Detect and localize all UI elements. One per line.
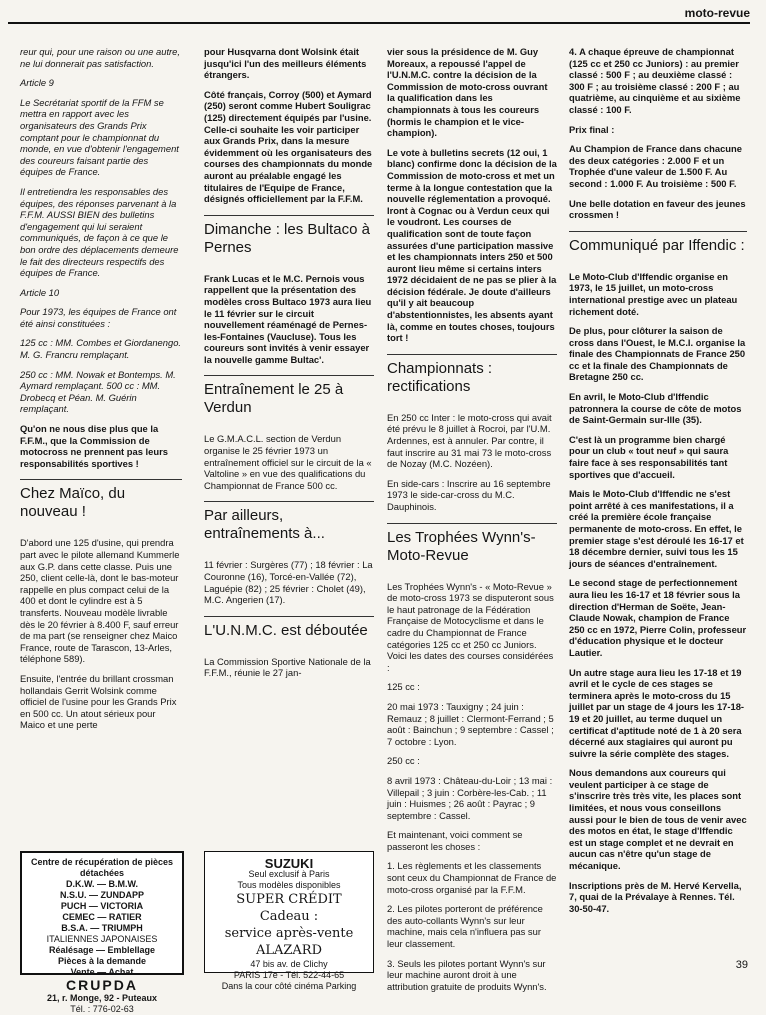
paragraph: Nous demandons aux coureurs qui veulent participer à ce stage de s'inscrire très très vite, les places sont limitées, et nous vous conseillons aussi pour le bien de tous de venir avec des motos en état, le stage d'Iffendic est un stage complet et ne devrait en aucun cas n'être qu'un stage de mécanique. <box>569 767 747 872</box>
heading-wynns: Les Trophées Wynn's-Moto-Revue <box>387 523 557 565</box>
paragraph: Et maintenant, voici comment se passeront les choses : <box>387 829 523 852</box>
paragraph: Le G.M.A.C.L. section de Verdun organise le 25 février 1973 un entraînement officiel sur le circuit de la « Valtoline » en vue des qualifications du Championnat de France 500 cc. <box>204 433 372 491</box>
paragraph: 1. Les règlements et les classements sont ceux du Championnat de France de moto-cross organisé par la F.F.M. <box>387 860 557 895</box>
paragraph: Une belle dotation en faveur des jeunes crossmen ! <box>569 197 746 221</box>
paragraph: 20 mai 1973 : Tauxigny ; 24 juin : Remauz ; 8 juillet : Clermont-Ferrand ; 5 août : Bainchun ; 9 septembre : Cassel ; 7 octobre : Lyon. <box>387 700 554 747</box>
paragraph: Le Secrétariat sportif de la FFM se mettra en rapport avec les organisateurs des Grands Prix comptant pour le championnat du monde, en vue d'obtenir l'engagement des coureurs faisant partie des équipes de France. <box>20 96 179 178</box>
ad-credit: SUPER CRÉDIT <box>236 892 342 907</box>
ad-brand-line: PUCH — VICTORIA <box>60 901 144 911</box>
heading-championnats: Championnats : rectifications <box>387 354 557 396</box>
paragraph: Un autre stage aura lieu les 17-18 et 19 avril et le cycle de ces stages se terminera après le moto-cross du 15 juillet par un stage de 4 jours les 17-18-19 et 20 juillet, au terme duquel un certificat d'aptitude noté de 1 à 20 sera décerné aux stagiaires qui auront pu suivre la série complète des stages. <box>569 666 745 759</box>
paragraph: 250 cc : <box>387 755 420 767</box>
column-2 <box>204 46 374 976</box>
paragraph: De plus, pour clôturer la saison de cross dans l'Ouest, le M.C.I. organise la finale des Championnats de France 250 cc et la finale des Championnats de Bretagne 250 cc. <box>569 325 746 383</box>
ad-company-name: ALAZARD <box>255 943 323 958</box>
paragraph: 8 avril 1973 : Château-du-Loir ; 13 mai : Villepail ; 3 juin : Corbère-les-Cab. ; 11 juin : Huismes ; 26 août : Payrac ; 9 septembre : Cassel. <box>387 774 553 821</box>
ad-service-line: Vente — Achat <box>70 967 134 977</box>
paragraph: 11 février : Surgères (77) ; 18 février : La Couronne (16), Torcé-en-Vallée (72), Laguépie (82) ; 25 février : Cholet (49), M.C. Angerien (17). <box>204 559 373 606</box>
paragraph: 3. Seuls les pilotes portant Wynn's sur leur machine auront droit à une attribution gratuite de produits Wynn's. <box>387 957 547 992</box>
paragraph: Le Moto-Club d'Iffendic organise en 1973, le 15 juillet, un moto-cross international prestige avec un plateau richement doté. <box>569 270 738 317</box>
paragraph: 2. Les pilotes porteront de préférence des auto-collants Wynn's sur leur machine, mais cela n'influera pas sur leur classement. <box>387 903 543 950</box>
heading-maico: Chez Maïco, du nouveau ! <box>20 479 182 521</box>
paragraph: pour Husqvarna dont Wolsink était jusqu'ici l'un des meilleurs éléments étrangers. <box>204 46 367 81</box>
heading-unmc: L'U.N.M.C. est déboutée <box>204 616 374 640</box>
column-1 <box>20 46 182 846</box>
article-label: Article 10 <box>20 286 60 298</box>
heading-bultaco: Dimanche : les Bultaco à Pernes <box>204 215 374 257</box>
ad-brand-line: CEMEC — RATIER <box>62 912 142 922</box>
magazine-name: moto-revue <box>684 6 750 20</box>
page-number: 39 <box>735 959 748 971</box>
paragraph: Il entretiendra les responsables des équipes, des réponses parvenant à la F.F.M. AUSSI BIEN des bulletins d'engagement qui lui seraient communiqués, de façon à ce que le bon ordre des déplacements demeure le fait des directeurs respectifs des équipes de France. <box>20 185 179 279</box>
paragraph: 125 cc : MM. Combes et Giordanengo. M. G. Francru remplaçant. <box>20 337 182 361</box>
paragraph: 125 cc : <box>387 681 420 693</box>
header-rule <box>8 22 750 24</box>
ad-address: 47 bis av. de Clichy <box>250 959 328 969</box>
ad-company-name: CRUPDA <box>66 977 138 993</box>
page-header <box>0 0 766 26</box>
ad-line: Seul exclusif à Paris <box>248 869 330 879</box>
paragraph: Au Champion de France dans chacune des deux catégories : 2.000 F et un Trophée d'une valeur de 1.500 F. Au second : 1.000 F. Au troisième : 500 F. <box>569 143 742 189</box>
ad-brand: SUZUKI <box>264 856 314 871</box>
paragraph: Mais le Moto-Club d'Iffendic ne s'est point arrêté à ces manifestations, il a créé la première école française permanente de moto-cross. En effet, le premier stage s'est déroulé les 16-17 et 18 décembre dernier, suivi tous les 15 jours de séances d'entraînement. <box>569 488 744 569</box>
paragraph: vier sous la présidence de M. Guy Moreaux, a repoussé l'appel de l'U.N.M.C. contre la décision de la Commission de moto-cross ouvrant la qualification dans les championnats à tous les coureurs (hormis le champion et le vice-champion). <box>387 46 548 139</box>
paragraph: 250 cc : MM. Nowak et Bontemps. M. Aymard remplaçant. 500 cc : MM. Drobecq et Péan. M. Guérin remplaçant. <box>20 368 176 415</box>
paragraph: Qu'on ne nous dise plus que la F.F.M., que la Commission de motocross ne prennent pas leurs responsabilités sportives ! <box>20 423 168 469</box>
heading-verdun: Entraînement le 25 à Verdun <box>204 375 374 417</box>
paragraph: Les Trophées Wynn's - « Moto-Revue » de moto-cross 1973 se disputeront sous le haut patronage de la Fédération Française de Motocyclisme et dans le cadre du Championnat de France catégories 125 cc et 250 cc Juniors. Voici les dates des courses considérées : <box>387 580 554 673</box>
paragraph: Le second stage de perfectionnement aura lieu les 16-17 et 18 février sous la direction d'Herman de Soëte, Jean-Claude Nowak, champion de France 250 cc en 1972, Pierre Colin, professeur d'éducation physique et le docteur Lautier. <box>569 577 747 658</box>
column-3 <box>387 46 557 992</box>
ad-service-line: Réalésage — Emblellage <box>48 945 156 955</box>
paragraph: Le vote à bulletins secrets (12 oui, 1 blanc) confirme donc la décision de la Commission de moto-cross et met un terme à la longue contestation que la nouvelle réglementation a provoqué. Iront à Cognac ou à Verdun ceux qui le voudront. Les courses de qualification sont de toute façon assurées d'une participation massive et les championnats inters 250 et 500 auront lieu même si certains inters 1972 décidaient de ne pas se plier à la décision fédérale. Je doute d'ailleurs qu'il y ait beaucoup d'abstentionnistes, les absents ayant là, comme en toutes choses, toujours tort ! <box>387 146 557 344</box>
paragraph: Ensuite, l'entrée du brillant crossman hollandais Gerrit Wolsink comme officiel de l'usine pour les Grands Prix en 500 cc. Un atout sérieux pour Maico et une perte <box>20 672 177 731</box>
ad-address: Dans la cour côté cinéma Parking <box>221 981 357 991</box>
heading-ailleurs: Par ailleurs, entraînements à... <box>204 501 374 543</box>
ad-address: 21, r. Monge, 92 - Puteaux <box>46 993 158 1003</box>
ad-gift: Cadeau : <box>259 909 319 924</box>
paragraph: Pour 1973, les équipes de France ont été ainsi constituées : <box>20 306 177 329</box>
paragraph: En avril, le Moto-Club d'Iffendic patronnera la course de côte de motos de Saint-Germain sur-Ille (35). <box>569 391 742 426</box>
paragraph: En 250 cc Inter : le moto-cross qui avait été prévu le 8 juillet à Rocroi, par l'U.M. Ardennes, est à annuler. Par contre, il faut inscrire au 31 mai 73 le moto-cross de Nozay (M.C. Nozéen). <box>387 411 552 470</box>
paragraph: En side-cars : Inscrire au 16 septembre 1973 le side-car-cross du M.C. Dauphinois. <box>387 477 551 512</box>
ad-title: Centre de récupération de pièces détachées <box>30 857 174 878</box>
paragraph: Inscriptions près de M. Hervé Kervella, 7, quai de la Prévalaye à Rennes. Tél. 30-50-47. <box>569 879 742 914</box>
paragraph: Côté français, Corroy (500) et Aymard (250) seront comme Hubert Souligrac (125) directement équipés par l'usine. Celle-ci souhaite les voir participer aux Grands Prix, dans la mesure évidemment où les organisateurs des courses des championnats du monde auront au préalable engagé les titulaires de l'Equipe de France, désignés officiellement par la F.F.M. <box>204 88 373 205</box>
ad-alazard <box>204 851 374 991</box>
paragraph: D'abord une 125 d'usine, qui prendra part avec le pilote allemand Kummerle aux G.P. dans cette classe. Puis une 250, client celle-là, dont le bas-moteur rappelle en plus compact celui de la 400 et dont le cylindre est à 5 transferts. Nouveau modèle livrable dès le 20 février à 8.400 F, sauf erreur de ma part (se renseigner chez Maico France, route de Tarascon, 13-Arles, téléphone 589). <box>20 537 180 665</box>
ad-address: PARIS 17e - Tél. 522-44-65 <box>233 970 345 980</box>
paragraph: Frank Lucas et le M.C. Pernois vous rappellent que la présentation des modèles cross Bultaco 1973 aura lieu le 11 février sur le circuit nouvellement réaménagé de Pernes-les-Fontaines (Vaucluse). Tous les coureurs sont invités à venir essayer la nouvelle gamme Bultac'. <box>204 272 372 365</box>
paragraph: 4. A chaque épreuve de championnat (125 cc et 250 cc Juniors) : au premier classé : 500 F ; au deuxième classé : 300 F ; au troisième classé : 200 F ; au quatrième, au cinquième et au sixième classé : 100 F. <box>569 46 741 115</box>
ad-brand-line: D.K.W. — B.M.W. <box>66 879 138 889</box>
paragraph: C'est là un programme bien chargé pour un club « tout neuf » qui saura faire face à ses responsabilités tant sportives que d'accueil. <box>569 433 729 480</box>
ad-line: Tous modèles disponibles <box>237 880 341 890</box>
ad-brand-line: B.S.A. — TRIUMPH <box>61 923 143 933</box>
ad-brand-line: N.S.U. — ZUNDAPP <box>59 890 144 900</box>
paragraph: reur qui, pour une raison ou une autre, ne lui donnerait pas satisfaction. <box>20 46 181 69</box>
ad-origin: ITALIENNES JAPONAISES <box>46 934 158 944</box>
ad-service: service après-vente <box>224 926 354 941</box>
paragraph: La Commission Sportive Nationale de la F.F.M., réunie le 27 jan- <box>204 655 371 679</box>
ad-phone: Tél. : 776-02-63 <box>70 1004 134 1014</box>
ad-service-line: Pièces à la demande <box>57 956 147 966</box>
paragraph: Prix final : <box>569 123 615 135</box>
column-4 <box>569 46 747 976</box>
ad-crupda <box>20 851 184 1014</box>
article-label: Article 9 <box>20 77 54 89</box>
heading-iffendic: Communiqué par Iffendic : <box>569 231 747 255</box>
